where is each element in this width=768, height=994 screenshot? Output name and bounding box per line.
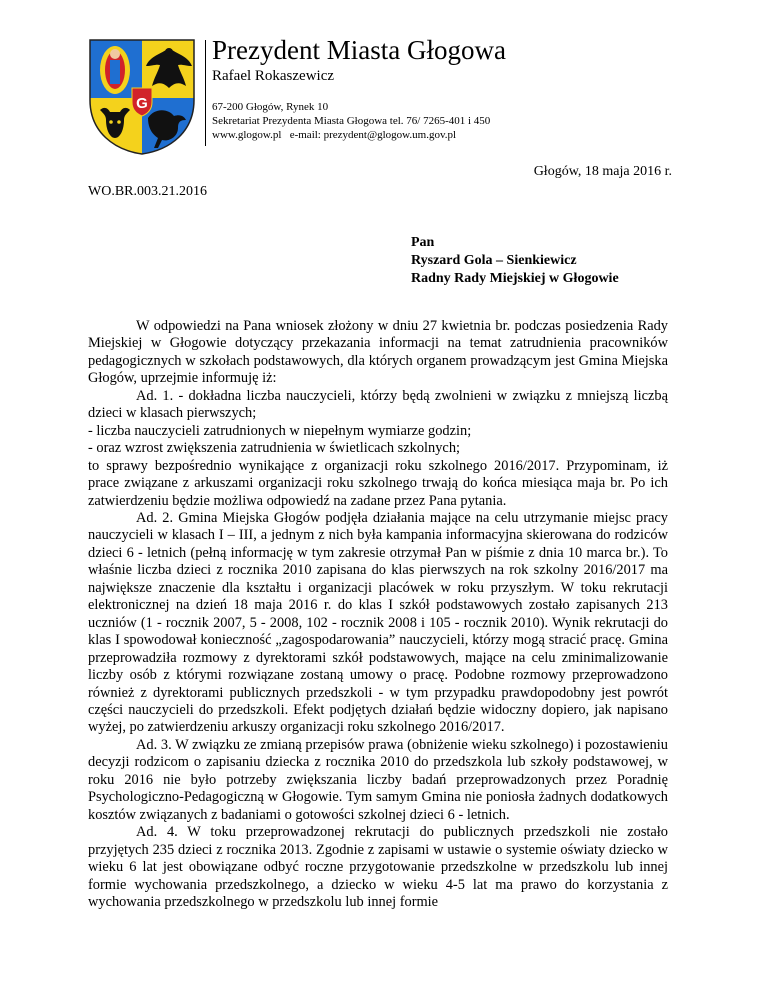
paragraph-ad1-item3: - oraz wzrost zwiększenia zatrudnienia w świetlicach szkolnych; (88, 440, 461, 457)
paragraph-ad1-item2: - liczba nauczycieli zatrudnionych w niepełnym wymiarze godzin; (88, 422, 472, 439)
recipient-salutation: Pan (411, 235, 435, 250)
paragraph-ad4: Ad. 4. W toku przeprowadzonej rekrutacji do publicznych przedszkoli nie zostało przyjętych 235 dzieci z rocznika 2013. Zgodnie z zapisami w ustawie o systemie oświaty dziecko w wieku 6 lat jest obowiązane odbyć roczne przygotowanie przedszkolne w przedszkolu lub innej formie wychowania przedszkolnego, a dziecko w wieku 4-5 lat ma prawo do korzystania z wychowania przedszkolnego w przedszkolu lub innej formie (88, 824, 668, 910)
letter-date: Głogów, 18 maja 2016 r. (533, 164, 672, 179)
letterhead-address: 67-200 Głogów, Rynek 10 (212, 101, 329, 113)
recipient-name: Ryszard Gola – Sienkiewicz (411, 253, 577, 268)
recipient-block (411, 234, 619, 288)
letter-body (88, 318, 668, 911)
letterhead-divider (205, 40, 206, 146)
paragraph-ad1: Ad. 1. - dokładna liczba nauczycieli, którzy będą zwolnieni w związku z mniejszą liczbą dzieci w klasach pierwszych; (88, 387, 668, 422)
crest-letter: G (136, 95, 148, 112)
city-crest-logo (88, 38, 196, 156)
letterhead-title: Prezydent Miasta Głogowa (212, 35, 506, 65)
letterhead-contact: www.glogow.pl e-mail: prezydent@glogow.um.gov.pl (212, 129, 457, 141)
recipient-title: Radny Rady Miejskiej w Głogowie (411, 271, 619, 286)
paragraph-ad2: Ad. 2. Gmina Miejska Głogów podjęła działania mające na celu utrzymanie miejsc pracy nauczycieli w klasach I – III, a jednym z nich była kampania informacyjna skierowana do rodziców dzieci 6 - letnich (pełną informację w tym zakresie otrzymał Pan w piśmie z dnia 10 marca br.). To właśnie liczba dzieci z rocznika 2010 zapisana do klas pierwszych na rok szkolny 2016/2017 ma największe znaczenie dla kształtu i organizacji placówek w roku przyszłym. W toku rekrutacji elektronicznej na dzień 18 maja 2016 r. do klas I szkół podstawowych zostało zapisanych 213 uczniów (1 - rocznik 2007, 5 - 2008, 102 - rocznik 2008 i 105 - rocznik 2010). Wynik rekrutacji do klas I spowodował konieczność „zagospodarowania” nauczycieli, którzy mogą stracić pracę. Gmina przeprowadziła rozmowy z dyrektorami szkół podstawowych, mające na celu zminimalizowanie liczby osób z którymi rozwiązane zostaną umowy o pracę. Podobne rozmowy przeprowadzono również z dyrektorami publicznych przedszkoli - w tym przypadku prawdopodobny jest powrót części nauczycieli do przedszkoli. Efekt podjętych działań będzie widoczny dopiero, jak napisano wyżej, po zatwierdzeniu arkuszy organizacji roku szkolnego 2016/2017. (88, 509, 668, 736)
letterhead-name: Rafael Rokaszewicz (212, 68, 335, 84)
paragraph-intro: W odpowiedzi na Pana wniosek złożony w dniu 27 kwietnia br. podczas posiedzenia Rady Miejskiej w Głogowie dotyczący przekazania informacji na temat zatrudnienia pracowników pedagogicznych w szkołach podstawowych, dla których organem prowadzącym jest Gmina Miejska Głogów, uprzejmie informuję iż: (88, 318, 668, 387)
reference-number: WO.BR.003.21.2016 (88, 184, 207, 199)
letterhead-secretariat: Sekretariat Prezydenta Miasta Głogowa tel. 76/ 7265-401 i 450 (212, 115, 491, 127)
paragraph-ad3: Ad. 3. W związku ze zmianą przepisów prawa (obniżenie wieku szkolnego) i pozostawieniu decyzji rodzicom o zapisaniu dziecka z rocznika 2010 do przedszkola lub szkoły podstawowej, w roku 2016 nie było potrzeby zwiększania liczby badań przeprowadzonych przez Poradnię Psychologiczno-Pedagogiczną w Głogowie. Tym samym Gmina nie poniosła żadnych dodatkowych kosztów związanych z badaniami o gotowości szkolnej dzieci 6 - letnich. (88, 736, 668, 823)
paragraph-ad1-conclusion: to sprawy bezpośrednio wynikające z organizacji roku szkolnego 2016/2017. Przypominam, iż prace związane z arkuszami organizacji roku szkolnego trwają do końca miesiąca maja br. Po ich zatwierdzeniu będzie możliwa odpowiedź na zadane przez Pana pytania. (88, 457, 668, 509)
